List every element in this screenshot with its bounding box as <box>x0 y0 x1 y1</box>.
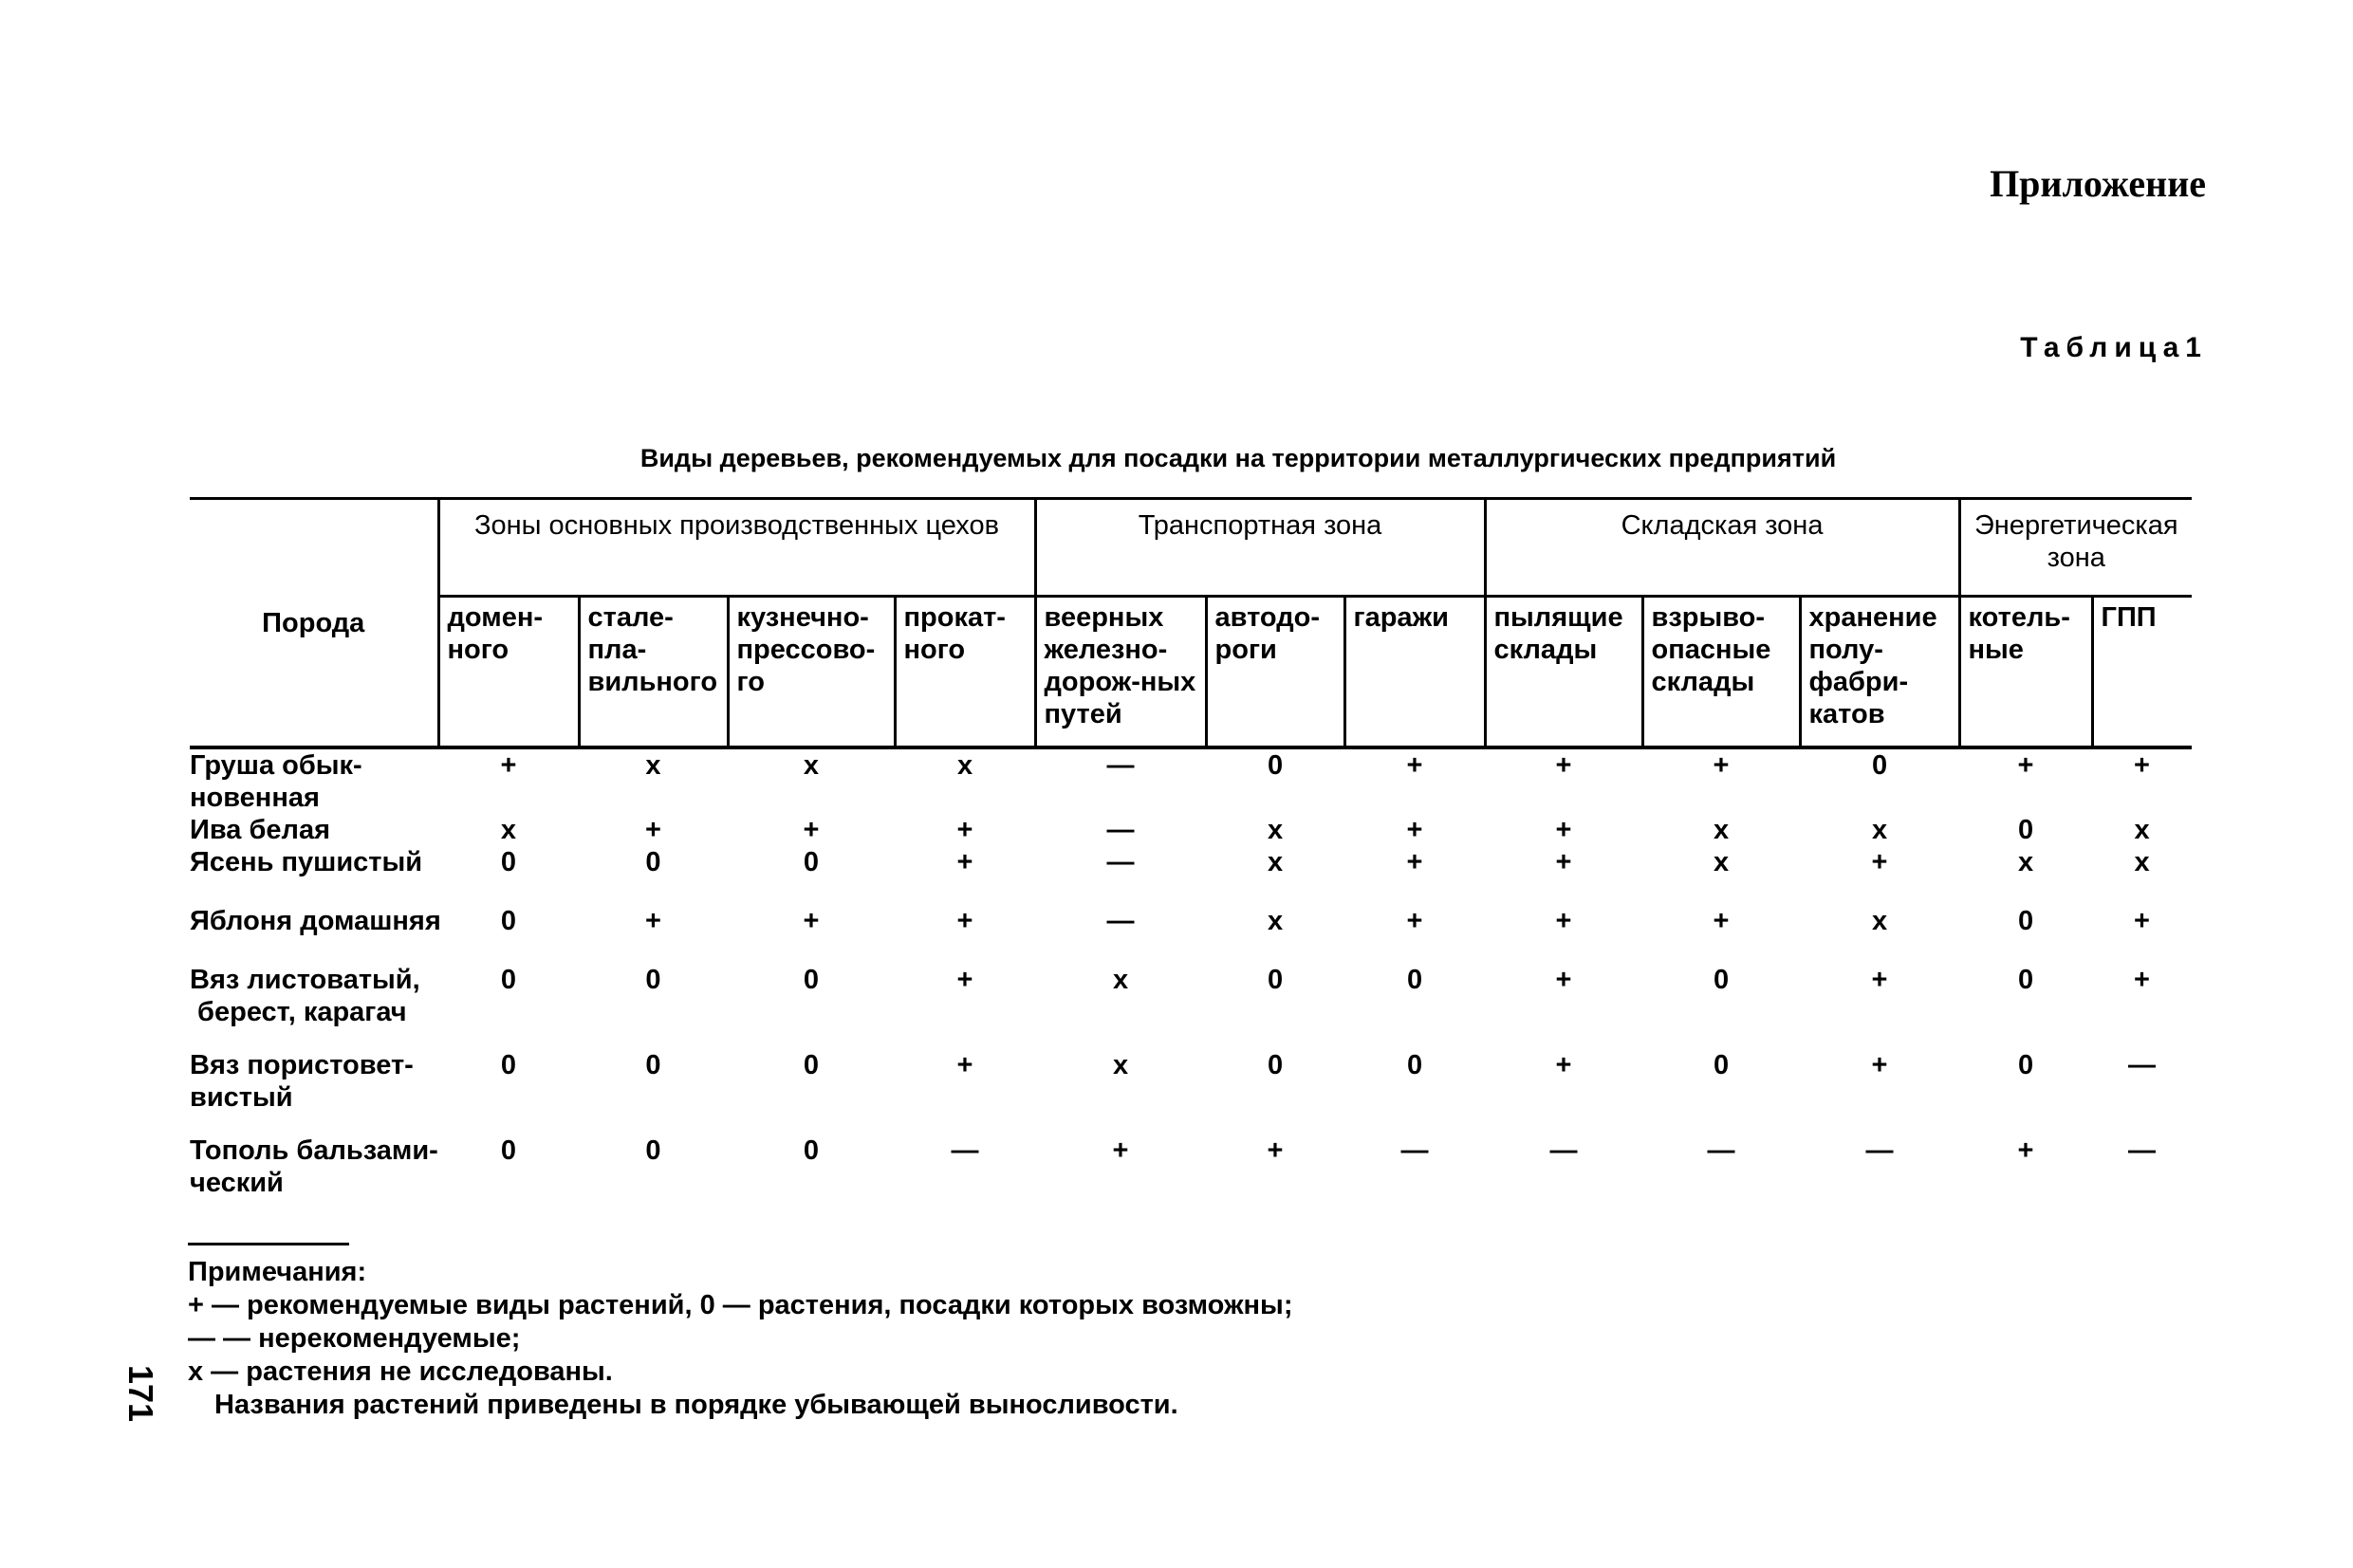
rating-cell: + <box>2134 750 2150 781</box>
column-header-species: Порода <box>190 499 438 748</box>
species-name: Ясень пушистый <box>190 847 423 877</box>
rating-cell: — <box>1106 750 1135 781</box>
table-number-label: Таблица1 <box>2020 332 2208 363</box>
rating-cell: x <box>956 750 973 781</box>
rating-cell: 0 <box>1267 750 1284 781</box>
rating-cell: + <box>1871 965 1888 995</box>
rating-cell: — <box>1400 1135 1429 1166</box>
rating-cell: + <box>1555 847 1572 877</box>
species-name: Ива белая <box>190 815 330 845</box>
rating-cell: — <box>1707 1135 1735 1166</box>
rating-cell: + <box>1871 1050 1888 1080</box>
note-line: Названия растений приведены в порядке убывающей выносливости. <box>214 1390 1178 1420</box>
appendix-heading: Приложение <box>1990 162 2206 205</box>
rating-cell: + <box>1406 847 1423 877</box>
table-body <box>190 747 2192 1220</box>
subcolumn-header: ГПП <box>2092 597 2192 748</box>
rating-cell: x <box>1112 965 1129 995</box>
species-name: Тополь бальзами- ческий <box>190 1135 438 1198</box>
rating-cell: 0 <box>500 1050 517 1080</box>
rating-cell: + <box>2134 906 2150 936</box>
rating-cell: 0 <box>500 1135 517 1166</box>
rating-cell: + <box>1267 1135 1284 1166</box>
page-number: 171 <box>121 1364 161 1423</box>
rating-cell: + <box>1713 750 1730 781</box>
rating-cell: + <box>2134 965 2150 995</box>
rating-cell: + <box>1555 1050 1572 1080</box>
rating-cell: 0 <box>645 965 661 995</box>
subcolumn-header: пылящие склады <box>1485 597 1642 748</box>
rating-cell: 0 <box>2017 815 2034 845</box>
rating-cell: + <box>1713 906 1730 936</box>
rating-cell: x <box>2017 847 2034 877</box>
note-line: + — рекомендуемые виды растений, 0 — растения, посадки которых возможны; <box>188 1290 1293 1320</box>
subcolumn-header: стале-пла-вильного <box>579 597 728 748</box>
rating-cell: 0 <box>1267 1050 1284 1080</box>
rating-cell: + <box>956 815 973 845</box>
table-row <box>190 814 2192 846</box>
rating-cell: 0 <box>500 965 517 995</box>
rating-cell: x <box>1871 906 1888 936</box>
rating-cell: + <box>500 750 517 781</box>
notes-block <box>188 1256 1292 1422</box>
subcolumn-header: котель-ные <box>1959 597 2092 748</box>
rating-cell: 0 <box>1267 965 1284 995</box>
subcolumn-header: кузнечно-прессово-го <box>728 597 895 748</box>
subcolumn-header: прокат-ного <box>895 597 1035 748</box>
table-row <box>190 846 2192 905</box>
rating-cell: + <box>803 815 820 845</box>
rating-cell: x <box>1267 906 1284 936</box>
rating-cell: 0 <box>803 965 820 995</box>
rating-cell: 0 <box>1713 1050 1730 1080</box>
zone-header-energy: Энергетическая зона <box>1959 499 2192 597</box>
subcolumn-header: гаражи <box>1344 597 1485 748</box>
rating-cell: x <box>1112 1050 1129 1080</box>
subcolumn-header: веерных железно-дорож-ных путей <box>1035 597 1206 748</box>
rating-cell: 0 <box>1713 965 1730 995</box>
rating-cell: + <box>2017 750 2034 781</box>
rating-cell: 0 <box>803 847 820 877</box>
rating-cell: + <box>1871 847 1888 877</box>
subcolumn-header: взрыво-опасные склады <box>1642 597 1800 748</box>
rating-cell: — <box>2128 1050 2157 1080</box>
rating-cell: x <box>1871 815 1888 845</box>
rating-cell: — <box>1106 815 1135 845</box>
rating-cell: x <box>1267 847 1284 877</box>
table-row <box>190 905 2192 964</box>
rating-cell: x <box>1713 815 1730 845</box>
rating-cell: + <box>645 815 661 845</box>
rating-cell: — <box>951 1135 979 1166</box>
rating-cell: + <box>1555 815 1572 845</box>
notes-divider <box>188 1243 349 1245</box>
rating-cell: + <box>1555 906 1572 936</box>
rating-cell: 0 <box>500 906 517 936</box>
rating-cell: 0 <box>1406 1050 1423 1080</box>
table-row <box>190 1134 2192 1220</box>
rating-cell: + <box>1406 906 1423 936</box>
rating-cell: + <box>1112 1135 1129 1166</box>
rating-cell: — <box>1106 847 1135 877</box>
rating-cell: x <box>803 750 820 781</box>
rating-cell: + <box>1555 965 1572 995</box>
rating-cell: 0 <box>803 1135 820 1166</box>
rating-cell: + <box>2017 1135 2034 1166</box>
rating-cell: + <box>956 1050 973 1080</box>
rating-cell: 0 <box>645 1135 661 1166</box>
rating-cell: + <box>956 965 973 995</box>
rating-cell: x <box>645 750 661 781</box>
rating-cell: x <box>500 815 517 845</box>
subcolumn-header: домен-ного <box>438 597 579 748</box>
rating-cell: + <box>803 906 820 936</box>
rating-cell: + <box>956 847 973 877</box>
rating-cell: x <box>1267 815 1284 845</box>
rating-cell: 0 <box>2017 965 2034 995</box>
zone-header-storage: Складская зона <box>1485 499 1959 597</box>
rating-cell: 0 <box>803 1050 820 1080</box>
rating-cell: — <box>1106 906 1135 936</box>
rating-cell: 0 <box>2017 1050 2034 1080</box>
table-row <box>190 964 2192 1049</box>
subcolumn-header: хранение полу-фабри-катов <box>1800 597 1959 748</box>
note-line: — — нерекомендуемые; <box>188 1323 521 1354</box>
rating-cell: + <box>1406 750 1423 781</box>
rating-cell: x <box>1713 847 1730 877</box>
table-row <box>190 747 2192 814</box>
zone-header-production: Зоны основных производственных цехов <box>438 499 1035 597</box>
tree-species-table <box>190 497 2192 1220</box>
species-name: Яблоня домашняя <box>190 906 441 936</box>
rating-cell: + <box>956 906 973 936</box>
rating-cell: x <box>2134 847 2150 877</box>
rating-cell: — <box>2128 1135 2157 1166</box>
notes-heading: Примечания: <box>188 1257 367 1287</box>
rating-cell: — <box>1549 1135 1578 1166</box>
rating-cell: + <box>1555 750 1572 781</box>
rating-cell: 0 <box>645 847 661 877</box>
subcolumn-header: автодо-роги <box>1206 597 1344 748</box>
species-name: Вяз пористовет- вистый <box>190 1050 414 1113</box>
rating-cell: x <box>2134 815 2150 845</box>
rating-cell: 0 <box>2017 906 2034 936</box>
table-row <box>190 1049 2192 1134</box>
rating-cell: + <box>645 906 661 936</box>
table-title: Виды деревьев, рекомендуемых для посадки на территории металлургических предприятий <box>639 444 1837 472</box>
species-name: Вяз листоватый, берест, карагач <box>190 965 420 1027</box>
rating-cell: 0 <box>1406 965 1423 995</box>
rating-cell: — <box>1865 1135 1894 1166</box>
rating-cell: 0 <box>645 1050 661 1080</box>
rating-cell: 0 <box>500 847 517 877</box>
rating-cell: + <box>1406 815 1423 845</box>
species-name: Груша обык- новенная <box>190 750 362 813</box>
rating-cell: 0 <box>1871 750 1888 781</box>
note-line: x — растения не исследованы. <box>188 1356 613 1387</box>
zone-header-transport: Транспортная зона <box>1035 499 1485 597</box>
